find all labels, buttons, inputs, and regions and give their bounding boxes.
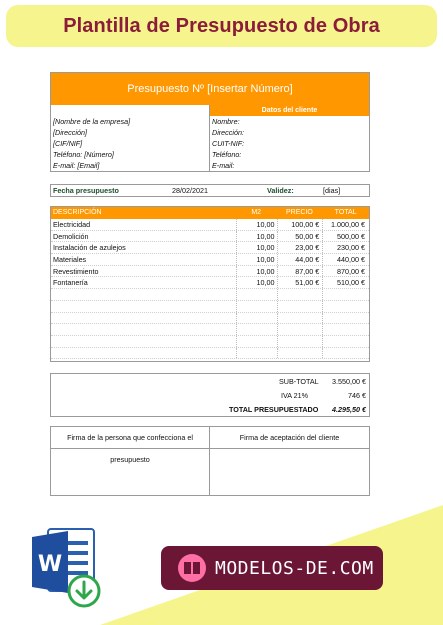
client-tax-id: CUIT-NIF: xyxy=(212,139,245,148)
table-body xyxy=(51,219,369,359)
signatures-box xyxy=(50,426,370,496)
row-description xyxy=(51,313,236,324)
table-header xyxy=(51,207,369,219)
row-description: Electricidad xyxy=(53,220,91,229)
table-row xyxy=(51,219,369,231)
company-name: [Nombre de la empresa] xyxy=(53,117,131,126)
row-price: 87,00 € xyxy=(277,266,323,277)
table-row xyxy=(51,231,369,243)
row-price: 51,00 € xyxy=(277,277,323,288)
row-m2 xyxy=(236,324,277,335)
row-description xyxy=(51,336,236,347)
row-price xyxy=(277,289,323,300)
date-row xyxy=(50,184,370,197)
iva-label: IVA 21% xyxy=(281,391,309,400)
row-m2 xyxy=(236,301,277,312)
table-row xyxy=(51,324,369,336)
budget-title: Presupuesto Nº [Insertar Número] xyxy=(51,73,369,105)
budget-header xyxy=(50,72,370,172)
company-email: E-mail: [Email] xyxy=(53,161,100,170)
row-m2: 10,00 xyxy=(236,242,277,253)
row-price: 23,00 € xyxy=(277,242,323,253)
row-description: Fontanería xyxy=(53,278,88,288)
row-description xyxy=(51,348,236,359)
brand-badge[interactable] xyxy=(161,546,383,590)
col-total: TOTAL xyxy=(334,209,357,216)
row-price: 100,00 € xyxy=(277,219,323,230)
row-total: 500,00 € xyxy=(322,231,369,242)
page-title: Plantilla de Presupuesto de Obra xyxy=(63,14,380,37)
table-row xyxy=(51,313,369,325)
table-row xyxy=(51,242,369,254)
row-description xyxy=(51,289,236,300)
row-m2: 10,00 xyxy=(236,266,277,277)
iva-value: 746 € xyxy=(348,391,366,400)
table-row xyxy=(51,301,369,313)
row-m2: 10,00 xyxy=(236,254,277,265)
row-description xyxy=(51,324,236,335)
total-label: TOTAL PRESUPUESTADO xyxy=(229,405,319,414)
row-price xyxy=(277,301,323,312)
row-price xyxy=(277,336,323,347)
client-title: Datos del cliente xyxy=(210,105,369,116)
download-arrow-icon xyxy=(69,576,99,606)
svg-text:W: W xyxy=(37,552,63,577)
row-total: 510,00 € xyxy=(322,277,369,288)
row-price: 44,00 € xyxy=(277,254,323,265)
row-price xyxy=(277,324,323,335)
client-email: E-mail: xyxy=(212,161,235,170)
row-m2 xyxy=(236,313,277,324)
signature-client-label: Firma de aceptación del cliente xyxy=(210,427,369,449)
company-phone: Teléfono: [Número] xyxy=(53,150,114,159)
col-m2: M2 xyxy=(251,209,262,216)
row-m2 xyxy=(236,348,277,359)
row-total xyxy=(322,289,369,300)
row-m2: 10,00 xyxy=(236,277,277,288)
col-description: DESCRIPCIÓN xyxy=(53,209,102,216)
col-price: PRECIO xyxy=(286,209,313,216)
row-m2: 10,00 xyxy=(236,219,277,230)
row-m2 xyxy=(236,336,277,347)
client-info xyxy=(210,105,369,171)
row-total: 870,00 € xyxy=(322,266,369,277)
row-total xyxy=(322,313,369,324)
row-total: 1.000,00 € xyxy=(322,219,369,230)
company-info xyxy=(51,105,210,171)
validity-label: Validez: xyxy=(267,186,294,195)
header-details xyxy=(51,105,369,171)
table-row xyxy=(51,348,369,360)
row-total: 230,00 € xyxy=(322,242,369,253)
row-price xyxy=(277,313,323,324)
top-banner xyxy=(6,5,437,47)
row-description: Revestimiento xyxy=(53,266,99,276)
signature-preparer-label: Firma de la persona que confecciona el presupuesto xyxy=(51,427,209,449)
company-tax-id: [CIF/NIF] xyxy=(53,139,83,148)
validity-value: [dias] xyxy=(323,186,341,195)
row-m2: 10,00 xyxy=(236,231,277,242)
signature-client xyxy=(210,427,369,495)
company-address: [Dirección] xyxy=(53,128,87,137)
table-row xyxy=(51,266,369,278)
subtotal-label: SUB-TOTAL xyxy=(279,377,319,386)
row-total xyxy=(322,336,369,347)
row-description: Demolición xyxy=(53,231,89,241)
table-row xyxy=(51,336,369,348)
word-document-icon[interactable] xyxy=(30,525,106,611)
row-total xyxy=(322,324,369,335)
items-table xyxy=(50,206,370,362)
table-row xyxy=(51,289,369,301)
row-description: Materiales xyxy=(53,255,87,265)
table-row xyxy=(51,277,369,289)
total-value: 4.295,50 € xyxy=(332,405,366,414)
row-m2 xyxy=(236,289,277,300)
row-price xyxy=(277,348,323,359)
row-price: 50,00 € xyxy=(277,231,323,242)
row-total: 440,00 € xyxy=(322,254,369,265)
row-total xyxy=(322,301,369,312)
client-phone: Teléfono: xyxy=(212,150,242,159)
table-row xyxy=(51,254,369,266)
signature-preparer xyxy=(51,427,210,495)
date-label: Fecha presupuesto xyxy=(53,186,119,195)
client-name: Nombre: xyxy=(212,117,240,126)
brand-name: MODELOS-DE.COM xyxy=(215,557,374,579)
totals-box xyxy=(50,373,370,417)
row-description: Instalación de azulejos xyxy=(53,243,126,253)
row-description xyxy=(51,301,236,312)
subtotal-value: 3.550,00 € xyxy=(332,377,366,386)
book-icon xyxy=(178,554,206,582)
date-value: 28/02/2021 xyxy=(172,186,208,195)
client-address: Dirección: xyxy=(212,128,244,137)
row-total xyxy=(322,348,369,359)
